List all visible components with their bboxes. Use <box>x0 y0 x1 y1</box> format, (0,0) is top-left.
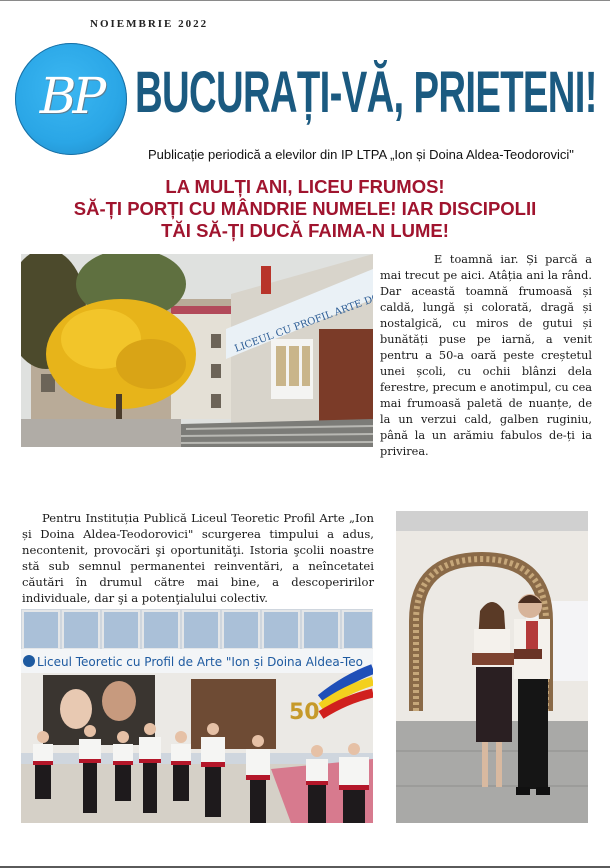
photo-folk-dance <box>21 609 373 823</box>
headline-line-3: TĂI SĂ-ȚI DUCĂ FAIMA-N LUME! <box>161 220 449 241</box>
publication-logo <box>15 43 127 155</box>
photo-traditional-couple <box>396 511 588 823</box>
article-history-paragraph: Pentru Instituția Publică Liceul Teoretic Profil Arte „Ion și Doina Aldea-Teodorovici" scurgerea timpului a adus, necontenit, provocări şi oportunităţi. Istoria şcolii noastre stă sub semnul permanentei reinventări, a neîncetatei căutări în drumul către mai bine, a descoperirilor individuale, dar şi a potenţialului colectiv. <box>22 511 374 605</box>
headline-line-2: SĂ-ȚI PORȚI CU MÂNDRIE NUMELE! IAR DISCIPOLII <box>73 198 537 219</box>
dance-banner-text: Liceul Teoretic cu Profil de Arte "Ion și Doina Aldea-Teo <box>37 655 363 669</box>
publication-subtitle: Publicație periodică a elevilor din IP LTPA „Ion și Doina Aldea-Teodorovici" <box>148 147 574 162</box>
couple-illustration <box>396 511 588 823</box>
publication-title: BUCURAȚI-VĂ, PRIETENI! <box>135 60 597 125</box>
logo-monogram: BP <box>39 67 103 125</box>
anniversary-number: 50 <box>289 700 320 725</box>
headline <box>20 176 590 242</box>
folk-dance-illustration <box>21 609 373 823</box>
article-intro-paragraph: E toamnă iar. Și parcă a mai trecut pe aici. Atâția ani la rând. Dar această toamnă frumoasă și caldă, lungă și colorată, dragă și nostalgică, cu miros de gutui și bunătăți puse pe iarnă, a venit pentru a 50-a oară peste creștetul unei școli, cu ochii blânzi dela ferestre, precum e anotimpul, cu cea mai frumoasă paletă de nuanțe, de la un verzui cald, galben ruginiu, până la un arămiu fabulos de-ți ia privirea. <box>380 253 592 458</box>
top-border <box>0 0 610 1</box>
issue-date: NOIEMBRIE 2022 <box>90 18 209 30</box>
photo-school-autumn <box>21 254 373 447</box>
headline-line-1: LA MULȚI ANI, LICEU FRUMOS! <box>165 176 445 197</box>
autumn-scene-illustration <box>21 254 373 447</box>
